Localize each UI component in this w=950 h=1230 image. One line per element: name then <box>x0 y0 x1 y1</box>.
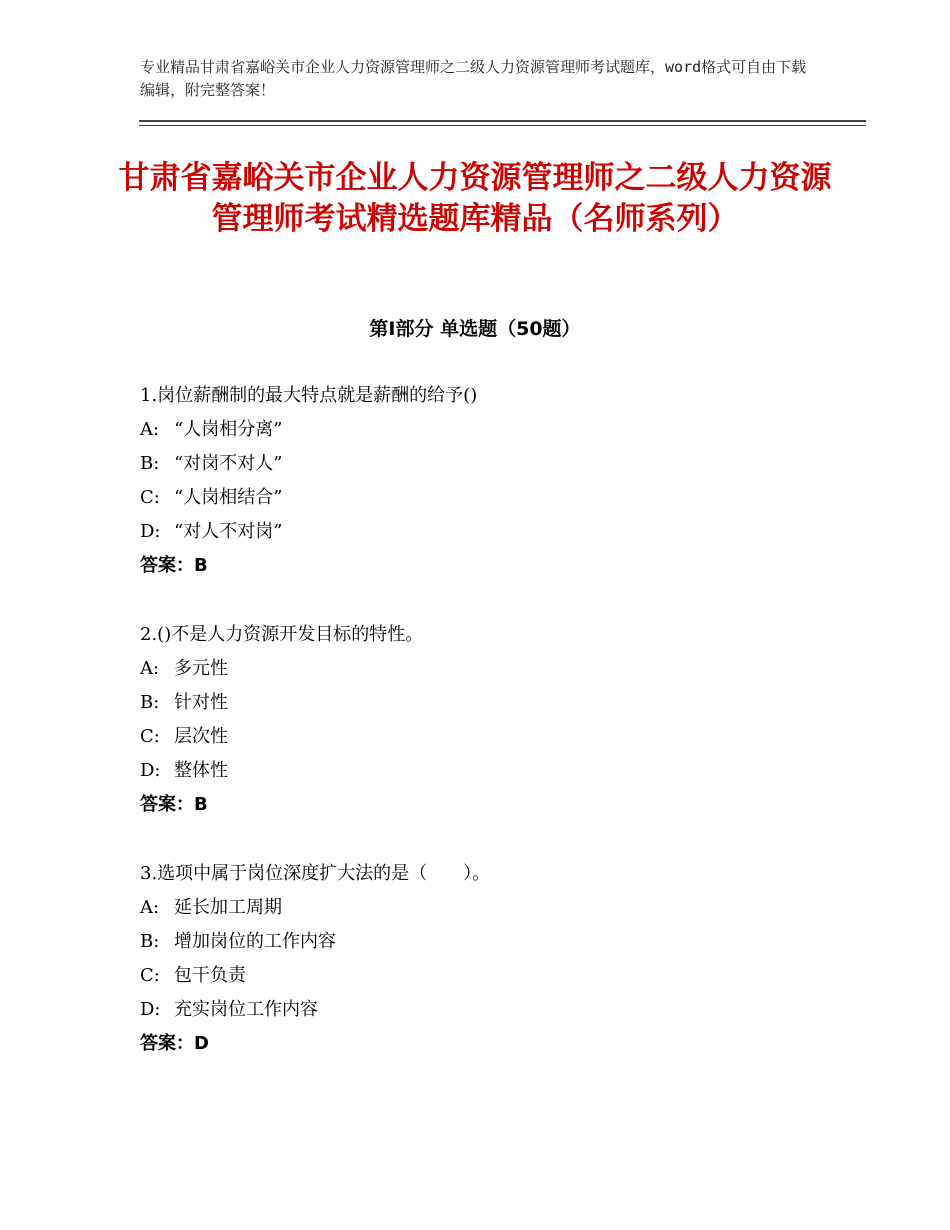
option-text: 包干负责 <box>174 965 246 986</box>
option-letter: C: <box>140 487 160 508</box>
option-text: “对岗不对人” <box>174 453 283 474</box>
option-a <box>140 413 840 447</box>
question-stem: 3.选项中属于岗位深度扩大法的是（ ）。 <box>140 863 491 884</box>
header-rule-thin <box>139 125 866 126</box>
option-text: “人岗相结合” <box>174 487 283 508</box>
option-letter: D: <box>140 999 161 1020</box>
option-text: 层次性 <box>174 726 228 747</box>
option-letter: A: <box>140 897 160 918</box>
option-c <box>140 959 840 993</box>
question-1 <box>140 379 840 583</box>
option-letter: B: <box>140 692 160 713</box>
option-letter: B: <box>140 453 160 474</box>
question-3 <box>140 857 840 1061</box>
option-letter: C: <box>140 726 160 747</box>
option-text: 延长加工周期 <box>174 897 282 918</box>
header-note: 专业精品甘肃省嘉峪关市企业人力资源管理师之二级人力资源管理师考试题库，word格式可自由下载编辑，附完整答案！ <box>140 58 807 99</box>
question-2 <box>140 618 840 822</box>
header-rule-thick <box>139 120 866 122</box>
option-letter: B: <box>140 931 160 952</box>
option-text: 充实岗位工作内容 <box>174 999 318 1020</box>
option-b <box>140 686 840 720</box>
option-d <box>140 515 840 549</box>
section-title: 第Ⅰ部分 单选题（50题） <box>369 318 581 340</box>
option-letter: D: <box>140 521 161 542</box>
option-c <box>140 481 840 515</box>
option-text: 针对性 <box>174 692 228 713</box>
option-a <box>140 891 840 925</box>
question-stem: 2.()不是人力资源开发目标的特性。 <box>140 624 424 645</box>
option-text: 增加岗位的工作内容 <box>174 931 336 952</box>
answer: 答案：B <box>140 794 208 815</box>
option-d <box>140 754 840 788</box>
answer: 答案：D <box>140 1033 209 1054</box>
option-a <box>140 652 840 686</box>
option-c <box>140 720 840 754</box>
option-letter: A: <box>140 419 160 440</box>
option-b <box>140 447 840 481</box>
option-text: 整体性 <box>174 760 228 781</box>
answer: 答案：B <box>140 555 208 576</box>
option-text: 多元性 <box>174 658 228 679</box>
question-stem: 1.岗位薪酬制的最大特点就是薪酬的给予() <box>140 385 478 406</box>
option-text: “人岗相分离” <box>174 419 283 440</box>
option-text: “对人不对岗” <box>174 521 283 542</box>
option-d <box>140 993 840 1027</box>
option-letter: D: <box>140 760 161 781</box>
option-letter: A: <box>140 658 160 679</box>
document-title: 甘肃省嘉峪关市企业人力资源管理师之二级人力资源管理师考试精选题库精品（名师系列） <box>118 160 832 237</box>
option-letter: C: <box>140 965 160 986</box>
option-b <box>140 925 840 959</box>
